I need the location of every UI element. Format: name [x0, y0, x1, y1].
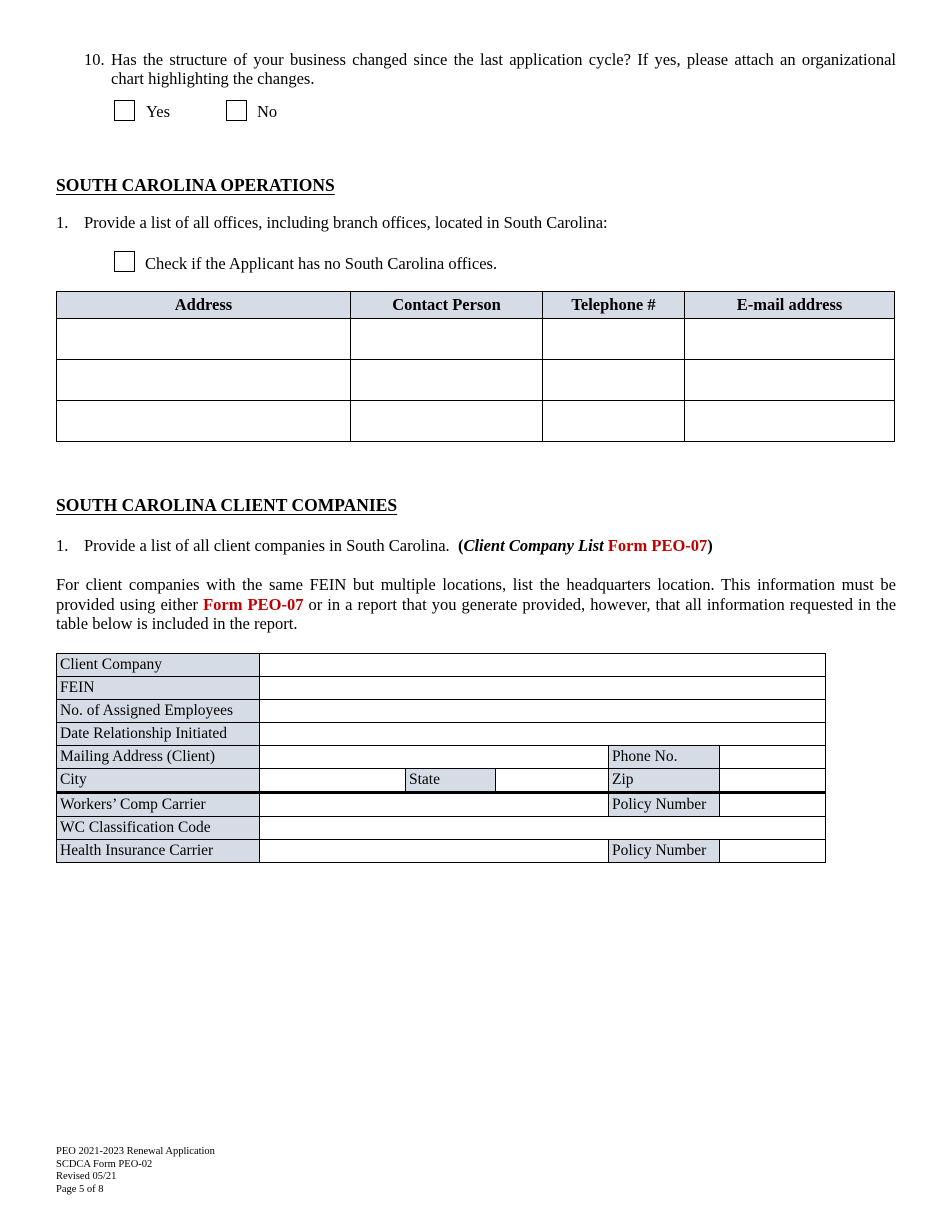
table-row	[57, 677, 826, 700]
email-cell[interactable]	[685, 319, 895, 360]
yes-checkbox[interactable]	[114, 100, 135, 121]
table-row	[57, 654, 826, 677]
date-initiated-field[interactable]	[260, 723, 826, 746]
clients-item-1	[56, 536, 896, 556]
paren-open: (	[457, 536, 464, 555]
footer-line-3: Revised 05/21	[56, 1171, 117, 1182]
date-initiated-label: Date Relationship Initiated	[57, 723, 260, 746]
clients-heading: SOUTH CAROLINA CLIENT COMPANIES	[56, 495, 398, 515]
item-text-main: Provide a list of all client companies in South Carolina.	[84, 536, 450, 555]
question-10	[84, 50, 896, 88]
contact-cell[interactable]	[351, 360, 543, 401]
mailing-address-field[interactable]	[260, 746, 609, 769]
question-text: Has the structure of your business changed since the last application cycle? If yes, please attach an organizational chart highlighting the changes.	[111, 50, 896, 88]
header-address: Address	[57, 292, 351, 319]
assigned-employees-label: No. of Assigned Employees	[57, 700, 260, 723]
form-peo-07-ref: Form PEO-07	[607, 536, 708, 555]
zip-label: Zip	[609, 769, 720, 793]
wc-code-label: WC Classification Code	[57, 817, 260, 840]
para-part2: or in a report that you generate provided, however, that all information requested in the table below is included in the report.	[56, 594, 897, 633]
clients-instructions	[56, 575, 896, 634]
no-label: No	[257, 102, 278, 121]
wc-carrier-label: Workers’ Comp Carrier	[57, 793, 260, 817]
paren-close: )	[707, 536, 713, 555]
email-cell[interactable]	[685, 360, 895, 401]
header-email: E-mail address	[685, 292, 895, 319]
assigned-employees-field[interactable]	[260, 700, 826, 723]
operations-heading: SOUTH CAROLINA OPERATIONS	[56, 175, 335, 195]
table-row	[57, 769, 826, 793]
page-footer	[56, 1146, 215, 1196]
zip-field[interactable]	[720, 769, 826, 793]
health-policy-number-field[interactable]	[720, 840, 826, 863]
question-number: 10.	[84, 50, 105, 69]
fein-field[interactable]	[260, 677, 826, 700]
table-row	[57, 746, 826, 769]
wc-policy-number-field[interactable]	[720, 793, 826, 817]
client-company-field[interactable]	[260, 654, 826, 677]
form-peo-07-inline: Form PEO-07	[203, 594, 304, 614]
client-company-table	[56, 653, 826, 863]
email-cell[interactable]	[685, 401, 895, 442]
phone-label: Phone No.	[609, 746, 720, 769]
telephone-cell[interactable]	[543, 360, 685, 401]
table-row	[57, 793, 826, 817]
header-telephone: Telephone #	[543, 292, 685, 319]
address-cell[interactable]	[57, 360, 351, 401]
table-row	[57, 840, 826, 863]
health-policy-number-label: Policy Number	[609, 840, 720, 863]
item-number: 1.	[56, 536, 69, 555]
contact-cell[interactable]	[351, 401, 543, 442]
item-text: Provide a list of all offices, including branch offices, located in South Carolina:	[84, 213, 608, 232]
address-cell[interactable]	[57, 401, 351, 442]
table-row	[57, 319, 895, 360]
no-offices-checkbox[interactable]	[114, 251, 135, 272]
yes-label: Yes	[146, 102, 171, 121]
operations-item-1	[56, 213, 896, 233]
wc-code-field[interactable]	[260, 817, 826, 840]
client-company-list-ref: Client Company List	[463, 536, 604, 555]
health-carrier-label: Health Insurance Carrier	[57, 840, 260, 863]
phone-field[interactable]	[720, 746, 826, 769]
mailing-address-label: Mailing Address (Client)	[57, 746, 260, 769]
item-text	[84, 536, 896, 556]
telephone-cell[interactable]	[543, 401, 685, 442]
table-row	[57, 723, 826, 746]
address-cell[interactable]	[57, 319, 351, 360]
no-checkbox[interactable]	[226, 100, 247, 121]
wc-carrier-field[interactable]	[260, 793, 609, 817]
table-row	[57, 401, 895, 442]
state-label: State	[406, 769, 496, 793]
footer-line-2: SCDCA Form PEO-02	[56, 1158, 153, 1170]
contact-cell[interactable]	[351, 319, 543, 360]
footer-line-1: PEO 2021-2023 Renewal Application	[56, 1146, 215, 1157]
telephone-cell[interactable]	[543, 319, 685, 360]
item-number: 1.	[56, 213, 69, 232]
offices-header-row	[57, 292, 895, 319]
table-row	[57, 817, 826, 840]
city-label: City	[57, 769, 260, 793]
table-row	[57, 360, 895, 401]
wc-policy-number-label: Policy Number	[609, 793, 720, 817]
para-part1: For client companies with the same FEIN but multiple locations, list the headquarters location. This information must be provided using either	[56, 575, 896, 614]
table-row	[57, 700, 826, 723]
state-field[interactable]	[496, 769, 609, 793]
header-contact-person: Contact Person	[351, 292, 543, 319]
city-field[interactable]	[260, 769, 406, 793]
no-offices-label: Check if the Applicant has no South Carolina offices.	[145, 254, 498, 273]
fein-label: FEIN	[57, 677, 260, 700]
footer-line-4: Page 5 of 8	[56, 1183, 104, 1195]
offices-table	[56, 291, 895, 442]
health-carrier-field[interactable]	[260, 840, 609, 863]
client-company-label: Client Company	[57, 654, 260, 677]
